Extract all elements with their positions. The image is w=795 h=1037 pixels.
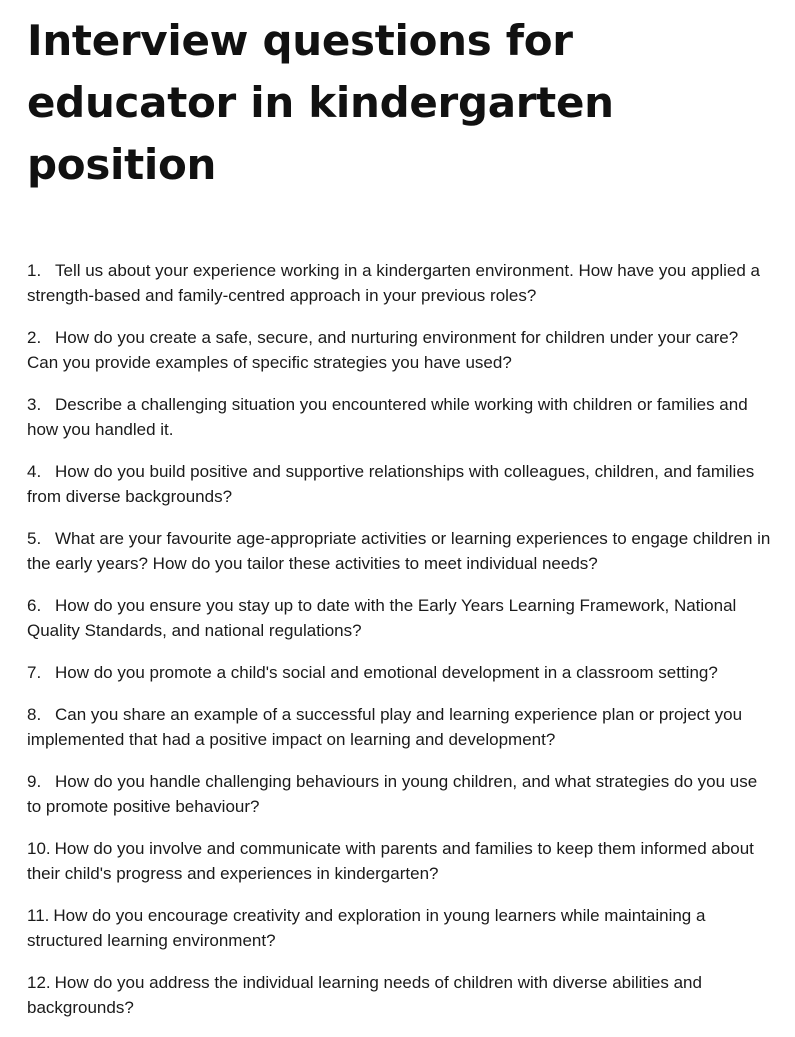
question-number: 6. [27, 596, 42, 615]
question-text: How do you create a safe, secure, and nurturing environment for children under your care? Can you provide examples of specific strategies you have used? [27, 328, 739, 372]
question-item [27, 970, 772, 1020]
question-text: How do you build positive and supportive relationships with colleagues, children, and families from diverse backgrounds? [27, 462, 755, 506]
question-item [27, 526, 772, 576]
question-number: 3. [27, 395, 42, 414]
question-text: How do you promote a child's social and emotional development in a classroom setting? [55, 663, 718, 682]
question-number: 4. [27, 462, 42, 481]
question-number: 11. [27, 906, 50, 925]
question-number: 10. [27, 839, 51, 858]
question-item [27, 836, 772, 886]
question-text: Can you share an example of a successful play and learning experience plan or project you implemented that had a positive impact on learning and development? [27, 705, 743, 749]
question-number: 9. [27, 772, 42, 791]
question-number: 1. [27, 261, 42, 280]
question-item [27, 392, 772, 442]
question-item [27, 593, 772, 643]
question-item [27, 660, 772, 685]
question-item [27, 903, 772, 953]
question-text: What are your favourite age-appropriate activities or learning experiences to engage children in the early years? How do you tailor these activities to meet individual needs? [27, 529, 771, 573]
question-item [27, 258, 772, 308]
question-text: Describe a challenging situation you encountered while working with children or families and how you handled it. [27, 395, 748, 439]
question-text: How do you involve and communicate with parents and families to keep them informed about their child's progress and experiences in kindergarten? [27, 839, 754, 883]
question-item [27, 325, 772, 375]
question-item [27, 769, 772, 819]
question-item [27, 702, 772, 752]
question-number: 5. [27, 529, 42, 548]
question-number: 8. [27, 705, 42, 724]
question-text: How do you ensure you stay up to date with the Early Years Learning Framework, National Quality Standards, and national regulations? [27, 596, 737, 640]
question-text: How do you handle challenging behaviours in young children, and what strategies do you use to promote positive behaviour? [27, 772, 758, 816]
question-number: 7. [27, 663, 42, 682]
question-number: 2. [27, 328, 42, 347]
question-text: Tell us about your experience working in a kindergarten environment. How have you applied a strength-based and family-centred approach in your previous roles? [27, 261, 760, 305]
question-number: 12. [27, 973, 51, 992]
question-text: How do you encourage creativity and exploration in young learners while maintaining a structured learning environment? [27, 906, 706, 950]
question-text: How do you address the individual learning needs of children with diverse abilities and backgrounds? [27, 973, 702, 1017]
question-item [27, 459, 772, 509]
question-list [27, 258, 772, 1020]
document-page [27, 0, 772, 1037]
page-title: Interview questions for educator in kindergarten position [27, 16, 614, 189]
